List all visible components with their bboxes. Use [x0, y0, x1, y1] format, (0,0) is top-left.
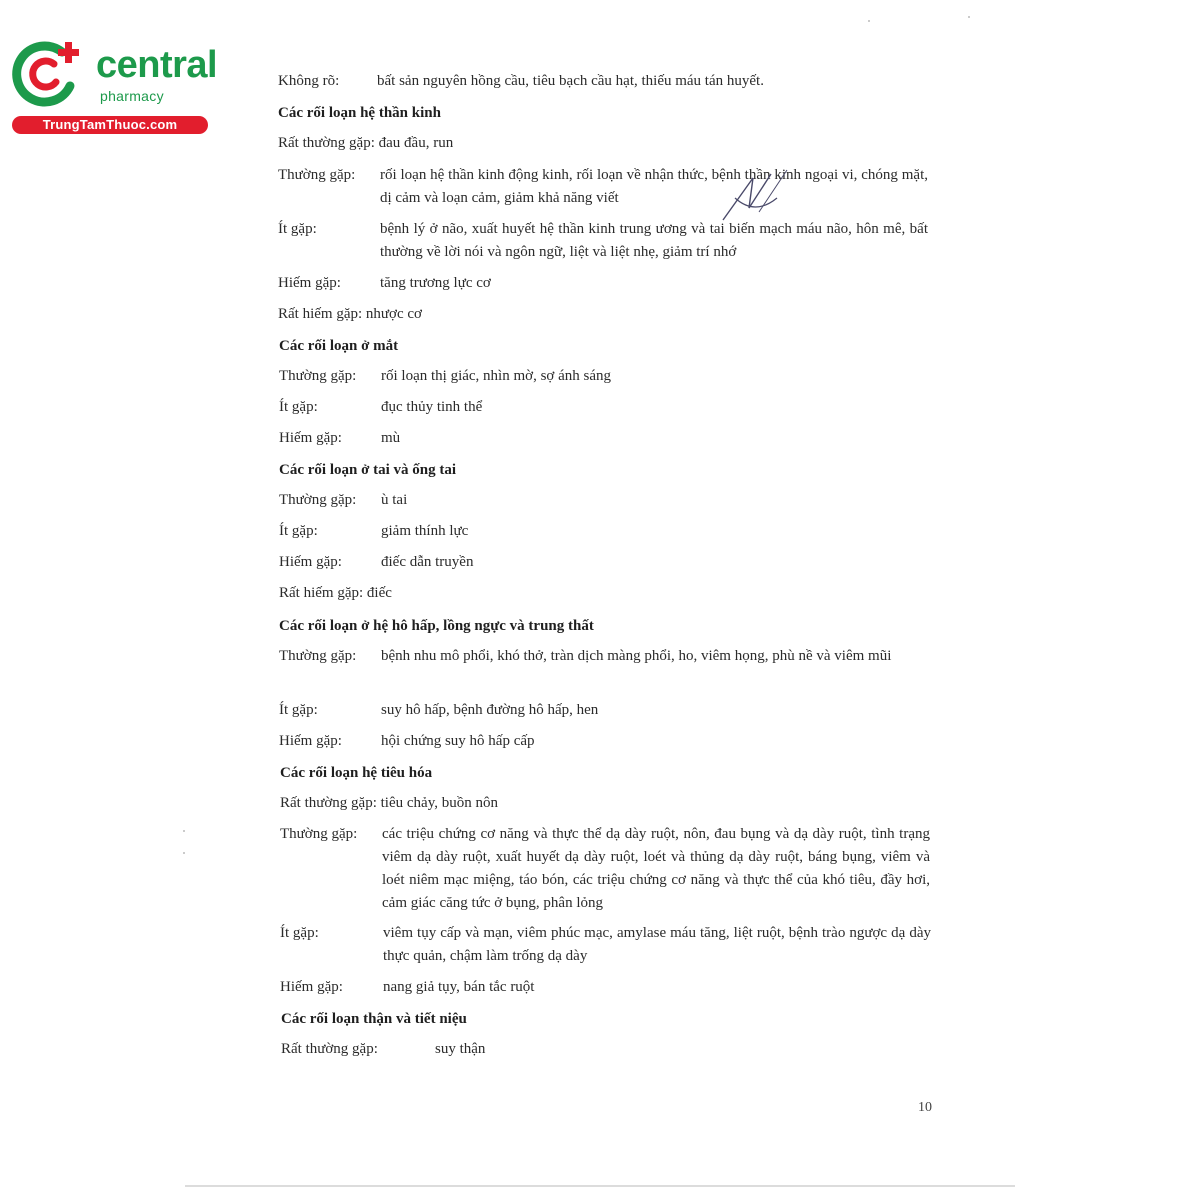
- entry-row: [279, 699, 931, 722]
- entry-row: [278, 70, 930, 93]
- entry-description: bệnh nhu mô phổi, khó thở, tràn dịch màng phổi, ho, viêm họng, phù nề và viêm mũi: [381, 648, 892, 664]
- logo-brand-name: central: [96, 44, 218, 86]
- entry-description: rối loạn thị giác, nhìn mờ, sợ ánh sáng: [381, 368, 611, 384]
- entry-frequency: Ít gặp:: [280, 925, 319, 941]
- entry-row: [279, 645, 931, 691]
- entry-row: [281, 1038, 933, 1061]
- entry-row: [280, 976, 932, 999]
- entry-description: mù: [381, 430, 401, 446]
- scan-edge-line: [185, 1185, 1015, 1187]
- scan-speck: [968, 16, 970, 18]
- entry-row: [278, 164, 930, 210]
- entry-description: nang giả tụy, bán tắc ruột: [383, 979, 535, 995]
- entry-description: suy hô hấp, bệnh đường hô hấp, hen: [381, 702, 599, 718]
- entry-row: [280, 792, 932, 815]
- entry-row: [279, 489, 931, 512]
- logo-tagline: pharmacy: [100, 88, 164, 104]
- page-number: 10: [918, 1100, 932, 1115]
- entry-frequency: Hiếm gặp:: [279, 554, 342, 570]
- entry-frequency: Hiếm gặp:: [279, 733, 342, 749]
- entry-description: hội chứng suy hô hấp cấp: [381, 733, 535, 749]
- entry-frequency: Rất thường gặp: tiêu chảy, buồn nôn: [280, 795, 498, 811]
- entry-description: các triệu chứng cơ năng và thực thể dạ dày ruột, nôn, đau bụng và dạ dày ruột, tình trạng viêm dạ dày ruột, xuất huyết dạ dày ruột, loét và thủng dạ dày ruột, báng bụng, viêm và loét niêm mạc miệng, táo bón, các triệu chứng cơ năng và thực thể của khó tiêu, đầy hơi, cảm giác căng tức ở bụng, phân lỏng: [382, 826, 930, 911]
- entry-frequency: Ít gặp:: [279, 702, 318, 718]
- section-heading-digestive: Các rối loạn hệ tiêu hóa: [280, 765, 433, 781]
- entry-frequency: Thường gặp:: [279, 368, 357, 384]
- entry-frequency: Ít gặp:: [278, 221, 317, 237]
- signature-stamp-mark: [715, 168, 795, 228]
- entry-frequency: Thường gặp:: [280, 826, 358, 842]
- entry-frequency: Hiếm gặp:: [280, 979, 343, 995]
- entry-row: [279, 396, 931, 419]
- entry-row: [279, 582, 931, 605]
- entry-row: [278, 272, 930, 295]
- entry-description: viêm tụy cấp và mạn, viêm phúc mạc, amylase máu tăng, liệt ruột, bệnh trào ngược dạ dày thực quản, chậm làm trống dạ dày: [383, 925, 931, 964]
- entry-frequency: Ít gặp:: [279, 523, 318, 539]
- entry-frequency: Rất hiếm gặp: điếc: [279, 585, 392, 601]
- section-heading-eye: Các rối loạn ở mắt: [279, 338, 399, 354]
- entry-row: [280, 922, 932, 968]
- scan-speck: [868, 20, 870, 22]
- entry-frequency: Hiếm gặp:: [278, 275, 341, 291]
- scan-speck: [183, 852, 185, 854]
- entry-frequency: Rất thường gặp: đau đầu, run: [278, 135, 454, 151]
- entry-row: [279, 427, 931, 450]
- entry-row: [280, 823, 932, 915]
- entry-frequency: Không rõ:: [278, 73, 340, 89]
- central-pharmacy-logo-icon: [10, 38, 88, 108]
- section-heading-respiratory: Các rối loạn ở hệ hô hấp, lồng ngực và trung thất: [279, 618, 594, 634]
- entry-row: [279, 730, 931, 753]
- entry-description: tăng trương lực cơ: [380, 275, 491, 291]
- entry-frequency: Ít gặp:: [279, 399, 318, 415]
- logo-url-badge: TrungTamThuoc.com: [12, 116, 208, 134]
- entry-row: [278, 218, 930, 264]
- entry-description: bệnh lý ở não, xuất huyết hệ thần kinh trung ương và tai biến mạch máu não, hôn mê, bất thường về lời nói và ngôn ngữ, liệt và liệt nhẹ, giảm trí nhớ: [380, 221, 928, 260]
- section-heading-renal: Các rối loạn thận và tiết niệu: [281, 1011, 467, 1027]
- entry-frequency: Thường gặp:: [279, 492, 357, 508]
- entry-description: đục thủy tinh thể: [381, 399, 483, 415]
- entry-row: [279, 551, 931, 574]
- brand-logo: [10, 38, 218, 138]
- section-heading-ear: Các rối loạn ở tai và ống tai: [279, 462, 457, 478]
- entry-row: [278, 303, 930, 326]
- entry-frequency: Rất hiếm gặp: nhược cơ: [278, 306, 422, 322]
- entry-frequency: Rất thường gặp:: [281, 1041, 378, 1057]
- entry-description: giảm thính lực: [381, 523, 469, 539]
- entry-frequency: Thường gặp:: [278, 167, 356, 183]
- entry-row: [278, 132, 930, 155]
- entry-frequency: Hiếm gặp:: [279, 430, 342, 446]
- entry-row: [279, 520, 931, 543]
- entry-description: suy thận: [435, 1041, 486, 1057]
- entry-description: điếc dẫn truyền: [381, 554, 474, 570]
- entry-description: rối loạn hệ thần kinh động kinh, rối loạn về nhận thức, bệnh thần kinh ngoại vi, chóng mặt, dị cảm và loạn cảm, giảm khả năng viết: [380, 167, 928, 206]
- entry-row: [279, 365, 931, 388]
- section-heading-nervous-system: Các rối loạn hệ thần kinh: [278, 105, 441, 121]
- scan-speck: [183, 830, 185, 832]
- entry-description: ù tai: [381, 492, 408, 508]
- entry-description: bất sản nguyên hồng cầu, tiêu bạch cầu hạt, thiếu máu tán huyết.: [377, 73, 764, 89]
- entry-frequency: Thường gặp:: [279, 648, 357, 664]
